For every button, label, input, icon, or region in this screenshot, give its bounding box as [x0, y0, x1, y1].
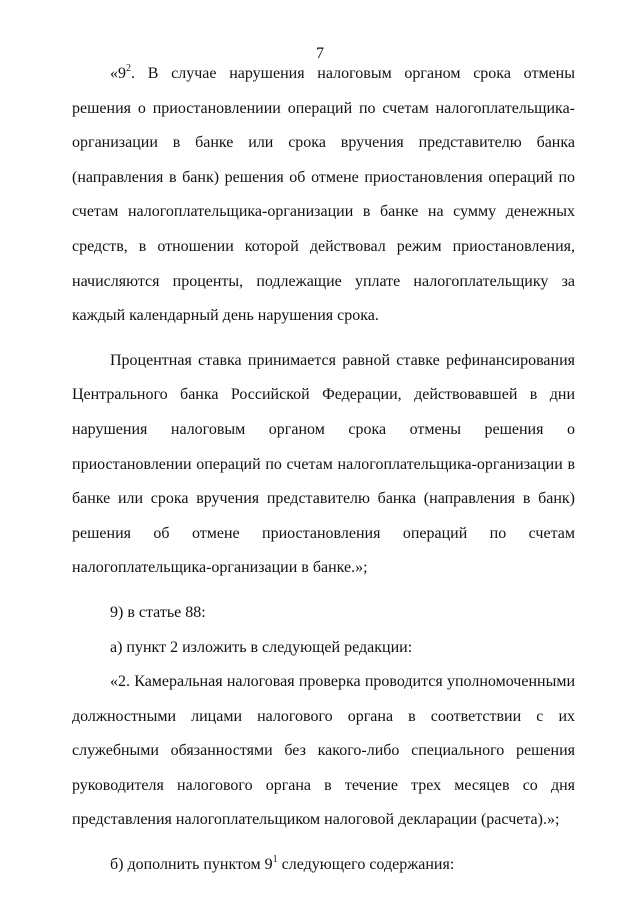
superscript: 2 [126, 62, 131, 74]
superscript: 1 [272, 853, 278, 865]
paragraph-text-post: следующего содержания: [277, 856, 455, 874]
page-number: 7 [316, 45, 324, 62]
paragraph-desk-audit: «2. Камеральная налоговая проверка проводится уполномоченными должностными лицами налогового органа в соответствии с их служебными обязанностями без какого-либо специального решения руководителя налогового органа в течение трех месяцев со дня представления налогоплательщиком налоговой декларации (расчета).»; [72, 673, 575, 829]
document-body [72, 57, 575, 883]
paragraph-article-88: 9) в статье 88: [110, 603, 206, 621]
paragraph-text-pre: «9 [110, 65, 126, 82]
paragraph-point-2: а) пункт 2 изложить в следующей редакции: [110, 638, 413, 656]
paragraph-9-2 [72, 57, 575, 334]
paragraph-interest-rate: Процентная ставка принимается равной ставке рефинансирования Центрального банка Российской Федерации, действовавшей в дни нарушения налоговым органом срока отмены решения о приостановлении операций по счетам налогоплательщика-организации в банке или срока вручения представителю банка (направления в банк) решения об отмене приостановления операций по счетам налогоплательщика-организации в банке.»; [72, 351, 575, 577]
paragraph-add-point-9-1 [72, 848, 575, 883]
paragraph-text-pre: б) дополнить пунктом 9 [110, 856, 273, 874]
paragraph-text-post: . В случае нарушения налоговым органом срока отмены решения о приостановлениии операций по счетам налогоплательщика-организации в банке или срока вручения представителю банка (направления в банк) решения об отмене приостановления операций по счетам налогоплательщика-организации в банке на сумму денежных средств, в отношении которой действовал режим приостановления, начисляются проценты, подлежащие уплате налогоплательщику за каждый календарный день нарушения срока. [72, 65, 575, 325]
